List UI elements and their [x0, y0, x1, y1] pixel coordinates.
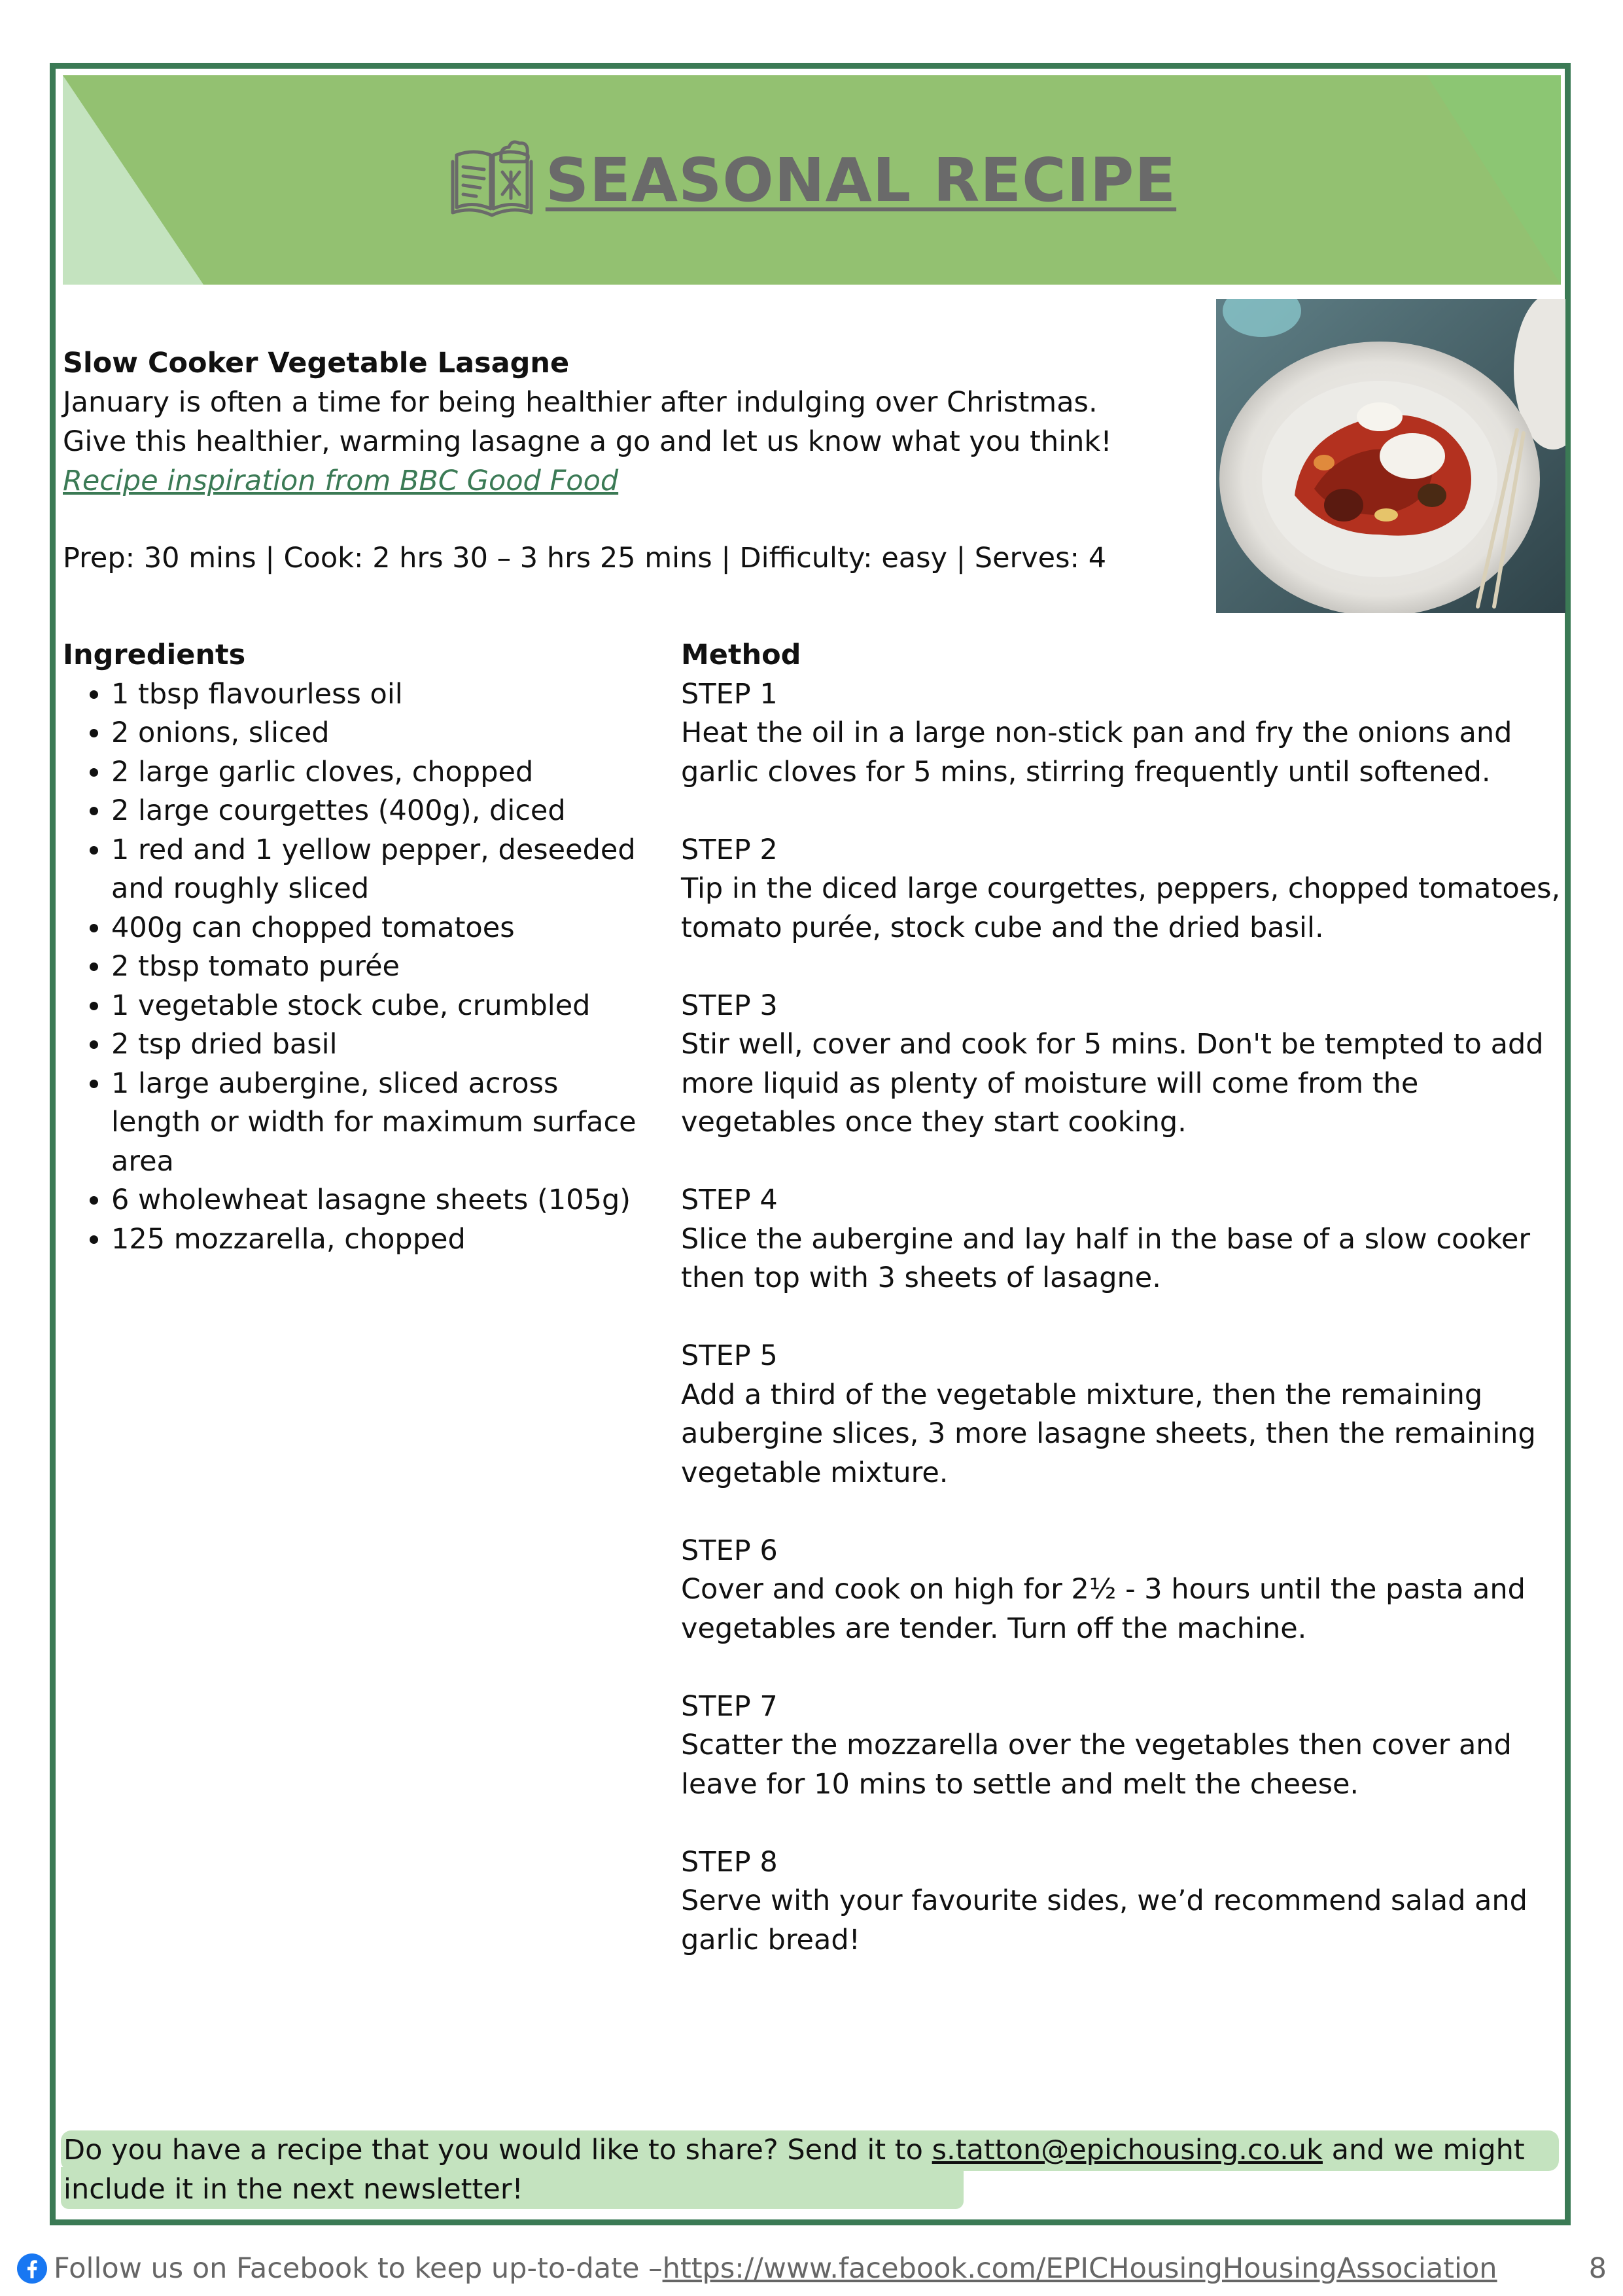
ingredient-item: • 2 onions, sliced: [111, 714, 652, 753]
ingredient-item: • 1 large aubergine, sliced across length or width for maximum surface area: [111, 1065, 652, 1182]
method-step-3: [681, 987, 1571, 1142]
step-label: STEP 2: [681, 833, 778, 866]
recipe-source-link[interactable]: Recipe inspiration from BBC Good Food: [63, 465, 619, 497]
ingredient-item: • 6 wholewheat lasagne sheets (105g): [111, 1181, 652, 1220]
facebook-icon[interactable]: [17, 2253, 47, 2284]
ingredient-item: • 2 large garlic cloves, chopped: [111, 753, 652, 792]
step-label: STEP 3: [681, 989, 778, 1022]
callout-text-before: Do you have a recipe that you would like to share? Send it to: [63, 2134, 932, 2166]
recipe-meta: Prep: 30 mins | Cook: 2 hrs 30 – 3 hrs 25 mins | Difficulty: easy | Serves: 4: [63, 542, 1107, 574]
intro-text-line-2: Give this healthier, warming lasagne a go and let us know what you think!: [63, 425, 1112, 458]
ingredients-list: [63, 675, 652, 1260]
callout-text: [61, 2130, 1559, 2209]
step-label: STEP 7: [681, 1689, 778, 1723]
method-step-5: [681, 1337, 1571, 1492]
ingredient-item: • 2 tbsp tomato purée: [111, 947, 652, 987]
step-text: Heat the oil in a large non-stick pan and fry the onions and garlic cloves for 5 mins, stirring frequently until softened.: [681, 716, 1512, 788]
ingredient-item: • 2 tsp dried basil: [111, 1025, 652, 1065]
share-recipe-callout: [61, 2130, 1559, 2209]
ingredient-item: • 125 mozzarella, chopped: [111, 1220, 652, 1260]
method-step-7: [681, 1687, 1571, 1805]
facebook-page-link[interactable]: https://www.facebook.com/EPICHousingHousingAssociation: [662, 2252, 1497, 2285]
ingredients-section: [63, 636, 652, 1259]
method-heading: Method: [681, 639, 801, 671]
banner-title: SEASONAL RECIPE: [545, 145, 1177, 215]
method-step-6: [681, 1532, 1571, 1649]
page-footer: [17, 2249, 1607, 2288]
step-text: Cover and cook on high for 2½ - 3 hours until the pasta and vegetables are tender. Turn off the machine.: [681, 1573, 1526, 1645]
ingredient-item: • 400g can chopped tomatoes: [111, 909, 652, 948]
callout-text-after: and we might include it in the next newsletter!: [63, 2134, 1525, 2206]
recipe-intro: [63, 344, 1175, 501]
lasagne-photo: [1216, 299, 1565, 613]
intro-text-line-1: January is often a time for being healthier after indulging over Christmas.: [63, 386, 1098, 419]
step-label: STEP 6: [681, 1534, 778, 1567]
step-text: Add a third of the vegetable mixture, then the remaining aubergine slices, 3 more lasagne sheets, then the remaining vegetable mixture.: [681, 1378, 1536, 1489]
cookbook-chef-icon: [447, 135, 536, 224]
ingredient-item: • 2 large courgettes (400g), diced: [111, 792, 652, 831]
method-section: [681, 636, 1571, 1999]
page-number: 8: [1588, 2252, 1607, 2285]
step-label: STEP 1: [681, 677, 778, 711]
step-label: STEP 8: [681, 1845, 778, 1879]
step-text: Stir well, cover and cook for 5 mins. Don't be tempted to add more liquid as plenty of moisture will come from the vegetables once they start cooking.: [681, 1028, 1544, 1139]
step-text: Serve with your favourite sides, we’d recommend salad and garlic bread!: [681, 1884, 1527, 1956]
step-text: Tip in the diced large courgettes, peppers, chopped tomatoes, tomato purée, stock cube and the dried basil.: [681, 872, 1561, 944]
contact-email-link[interactable]: s.tatton@epichousing.co.uk: [932, 2134, 1323, 2166]
step-text: Scatter the mozzarella over the vegetables then cover and leave for 10 mins to settle and melt the cheese.: [681, 1729, 1512, 1801]
step-label: STEP 4: [681, 1184, 778, 1216]
step-label: STEP 5: [681, 1339, 778, 1372]
seasonal-recipe-banner: [63, 75, 1561, 285]
ingredients-heading: Ingredients: [63, 639, 246, 671]
recipe-title: Slow Cooker Vegetable Lasagne: [63, 347, 570, 380]
ingredient-item: • 1 tbsp flavourless oil: [111, 675, 652, 715]
ingredient-item: • 1 vegetable stock cube, crumbled: [111, 987, 652, 1026]
method-step-2: [681, 831, 1571, 948]
method-step-1: [681, 675, 1571, 792]
method-step-4: [681, 1181, 1571, 1298]
footer-text: Follow us on Facebook to keep up-to-date –: [54, 2252, 663, 2285]
step-text: Slice the aubergine and lay half in the base of a slow cooker then top with 3 sheets of lasagne.: [681, 1222, 1531, 1294]
ingredient-item: • 1 red and 1 yellow pepper, deseeded and roughly sliced: [111, 831, 652, 909]
method-step-8: [681, 1843, 1571, 1960]
